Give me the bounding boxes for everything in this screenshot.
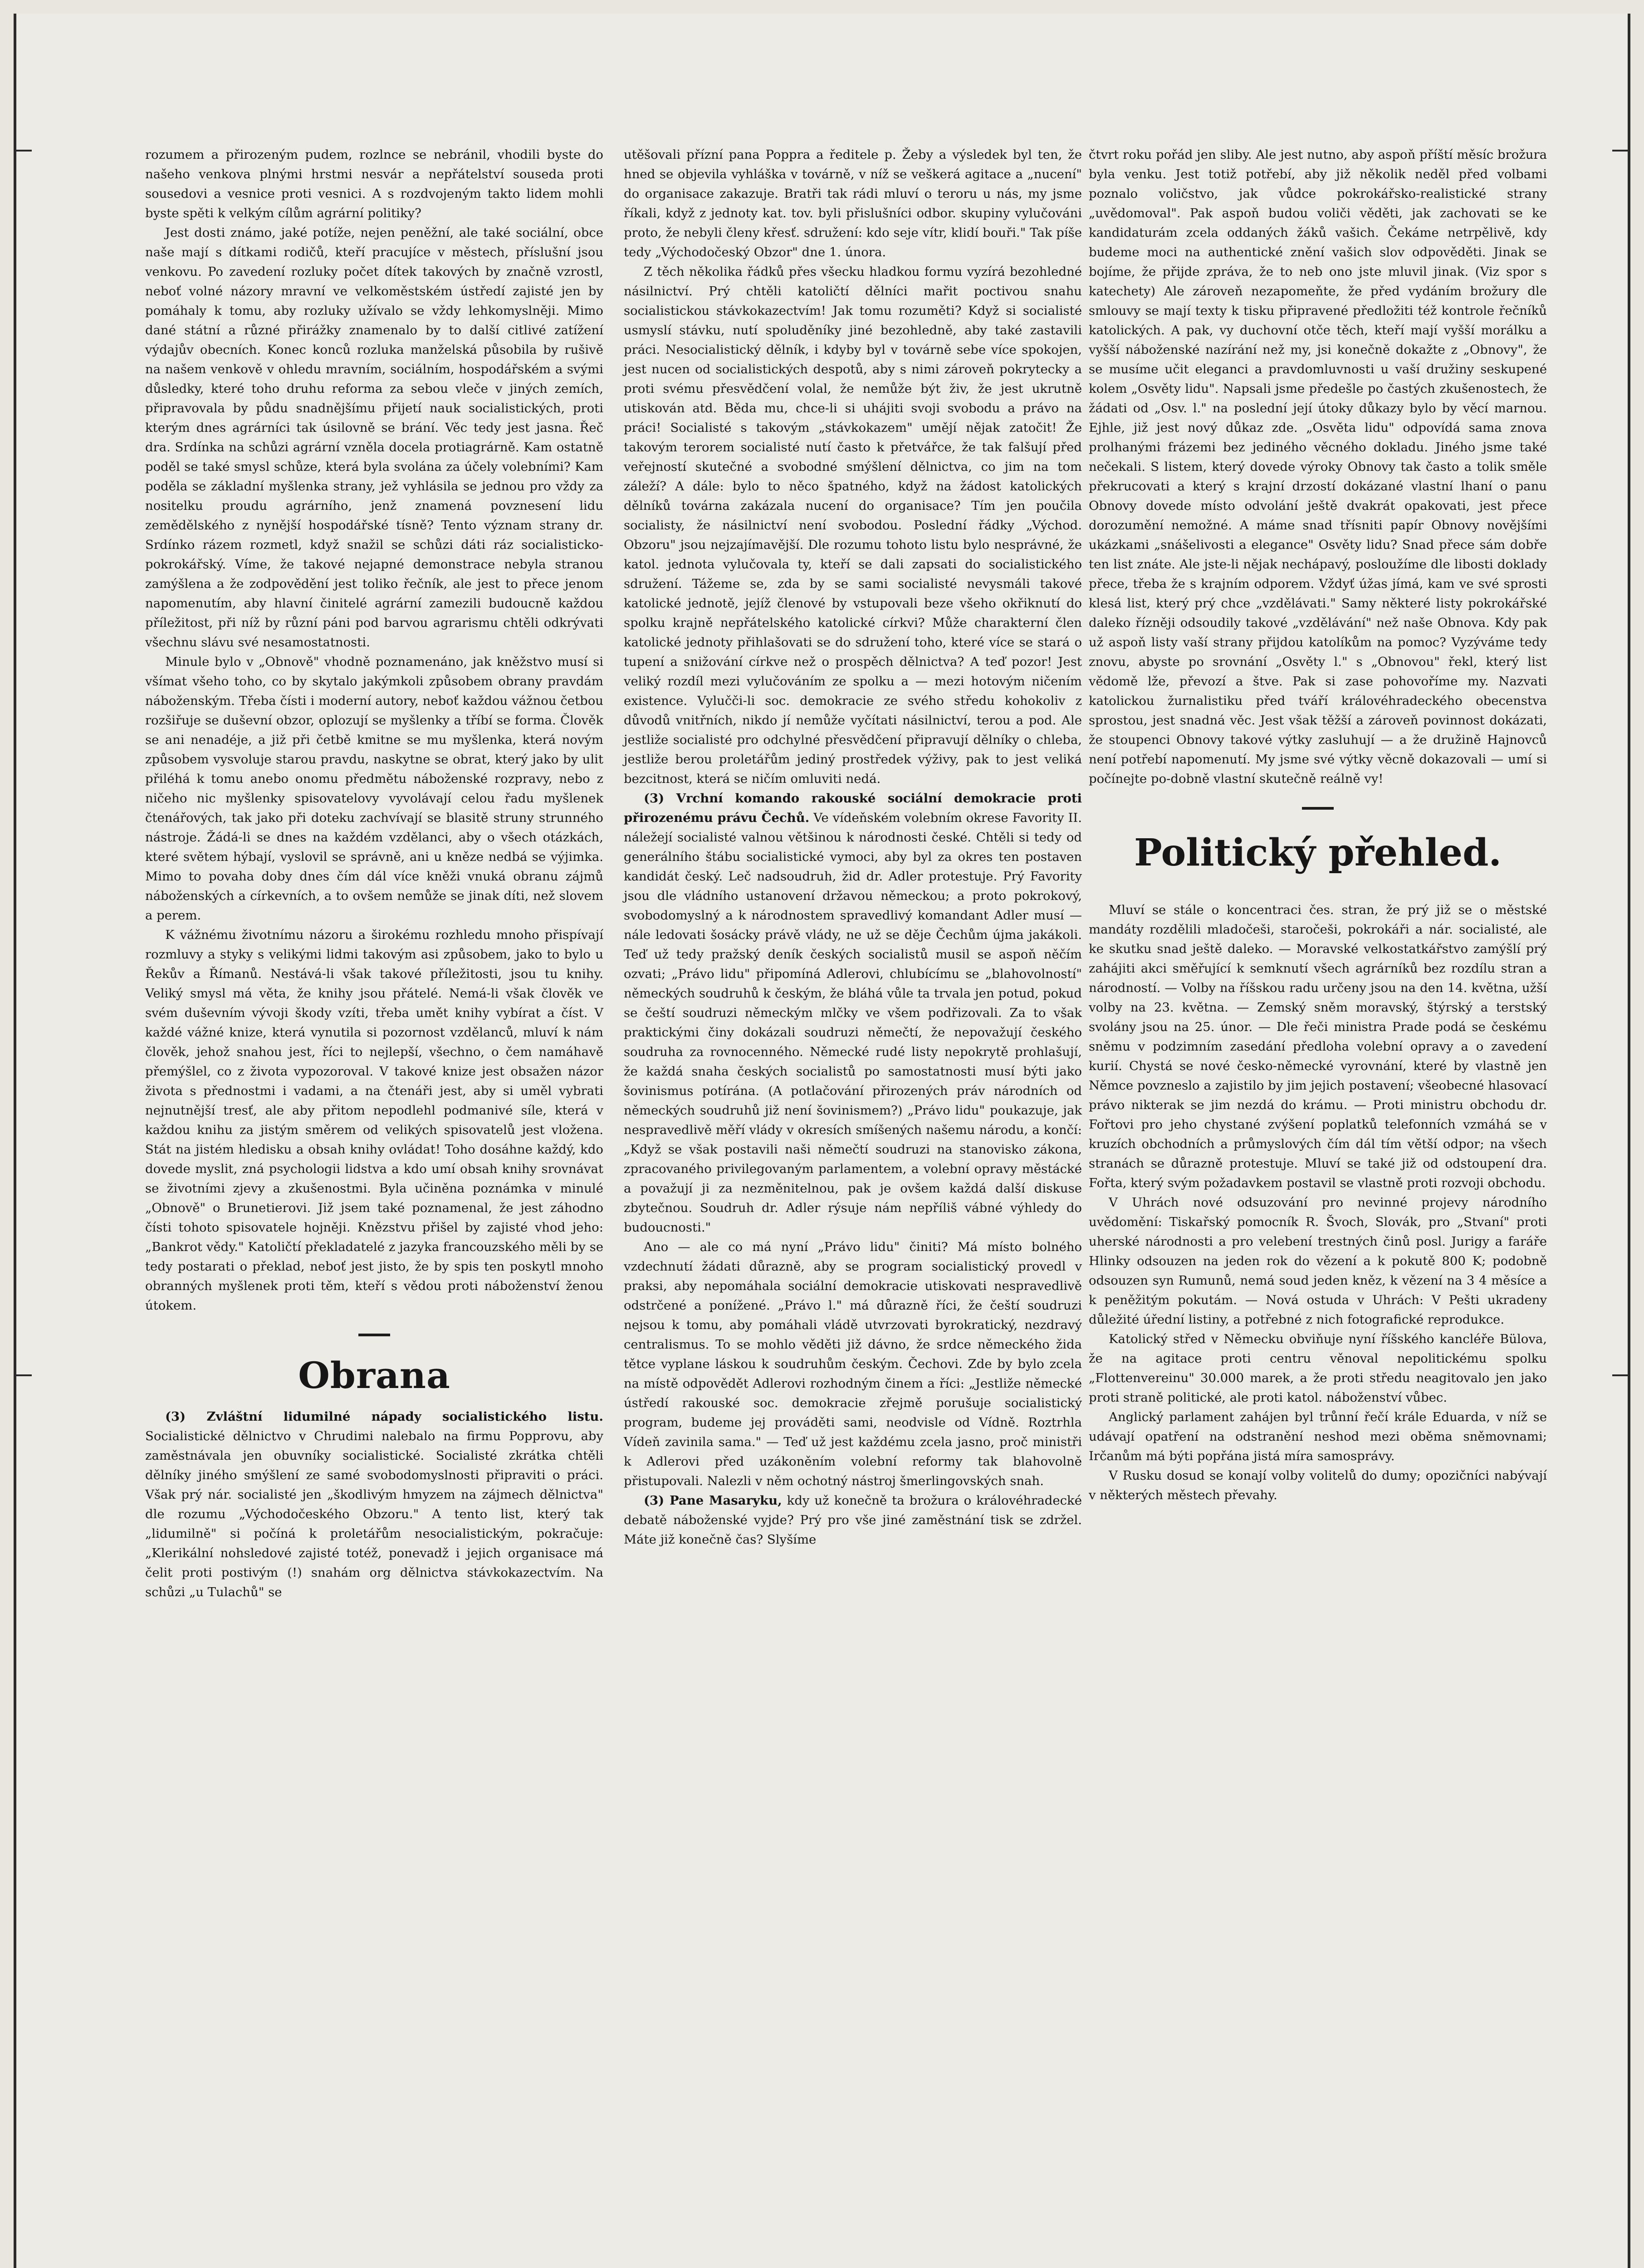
article-paragraph: Z těch několika řádků přes všecku hladkou formu vyzírá bezohledné násilnictví. Prý chtěli katoličtí dělníci mařit poctivou snahu socialistickou stávkokazectvím! Jak tomu rozuměti? Když si socialisté usmyslí stávku, nutí spoluděníky jiné bezohledně, aby také zastavili práci. Nesocialistický dělník, i kdyby byl v továrně sebe více spokojen, jest nucen od socialistických despotů, aby s nimi zároveň pokrytecky a proti svému přesvědčení volal, že nemůže být živ, že jest ukrutně utiskován atd. Běda mu, chce-li si uhájiti svoji svobodu a právo na práci! Socialisté s takovým „stávkokazem" umějí nějak zatočit! Že takovým terorem socialisté nutí často k přetvářce, že tak falšují před veřejností skutečné a svobodné smýšlení dělnictva, co jim na tom záleží? A dále: bylo to něco špatného, když na žádost katolických dělníků továrna zakázala nucení do organisace? Tím jen poučila socialisty, že násilnictví není svobodou. Poslední řádky „Východ. Obzoru" jsou nejzajímavější. Dle rozumu tohoto listu bylo nesprávné, že katol. jednota vylučovala ty, kteří se dali zapsati do socialistického sdružení. Tážeme se, zda by se sami socialisté nevysmáli takové katolické jednotě, jejíž členové by vstupovali beze všeho okřiknutí do spolku krajně nepřátelského katolické církvi? Může charakterní člen katolické jednoty přihlašovati se do sdružení toho, které více se stará o tupení a snižování církve než o prospěch dělnictva? A teď pozor! Jest veliký rozdíl mezi vylučováním ze spolku a — mezi hotovým ničením existence. Vylučči-li soc. demokracie ze svého středu kohokoliv z důvodů vnitřních, nikdo jí nemůže vyčítati násilnictví, terou a pod. Ale jestliže socialisté pro odchylné přesvědčení připravují dělníky o chleba, jestliže berou proletářům jediný prostředek výživy, pak to jest veliká bezcitnost, která se ničím omluviti nedá. <box>624 264 1082 786</box>
article-paragraph: Katolický střed v Německu obviňuje nyní říšského kancléře Bülova, že na agitace proti centru věnoval nepolitickému spolku „Flottenvereinu" 30.000 marek, a že proti středu neagitovalo jen jako proti straně politické, ale proti katol. náboženství vůbec. <box>1089 1332 1547 1405</box>
news-item-text: Ve vídeňském volebním okrese Favority II. náležejí socialisté valnou většinou k národnosti české. Chtěli si tedy od generálního štábu socialistické vymoci, aby byl za okres ten postaven kandidát český. Leč nadsoudruh, žid dr. Adler protestuje. Prý Favority jsou dle vládního ustanovení državou německou; a proto pokrokový, svobodomyslný a k národnostem spravedlivý komandant Adler musí — nále ledovati šosácky právě vlády, ne už se děje Čechům újma jakákoli. Teď už tedy pražský deník českých socialistů musil se aspoň něčím ozvati; „Právo lidu" připomíná Adlerovi, chlubícímu se „blahovolností" německých soudruhů k českým, že bláhá vůle ta trvala jen potud, pokud se čeští soudruzi německým mlčky ve všem podřizovali. Za to však praktickými činy dokázali soudruzi němečtí, že nepovažují českého soudruha za rovnocenného. Německé rudé listy nepokrytě prohlašují, že každá snaha českých socialistů po samostatnosti musí býti jako šovinismus potírána. (A potlačování přirozených práv národních od německých soudruhů již není šovinismem?) „Právo lidu" poukazuje, jak nespravedlivě měří vlády v okresích smíšených našemu národu, a končí: „Když se však postavili naši němečtí soudruzi na stanovisko zákona, zpracovaného privilegovaným parlamentem, a volební opravy městácké a považují ji za nezměnitelnou, pak je ovšem každá další diskuse zbytečnou. Soudruh dr. Adler rýsuje nám nepříliš vábné výhledy do budoucnosti." <box>624 811 1082 1235</box>
margin-tick <box>1612 1374 1630 1376</box>
section-title-obrana: Obrana <box>298 1354 450 1397</box>
article-paragraph: Mluví se stále o koncentraci čes. stran, že prý již se o městské mandáty rozdělili mladočeši, staročeši, pokrokáři a nár. socialisté, ale ke skutku snad ještě daleko. — Moravské velkostatkářstvo zamýšlí prý zahájiti akci směřující k semknutí všech agrárníků bez rozdílu stran a národností. — Volby na říšskou radu určeny jsou na den 14. května, užší volby na 23. května. — Zemský sněm moravský, štýrský a terstský svolány jsou na 25. únor. — Dle řeči ministra Prade podá se českému sněmu v podzimním zasedání předloha volební opravy a o zavedení kurií. Chystá se nové česko-německé vyrovnání, které by vlastně jen Němce povzneslo a zajistilo by jim jejich postavení; všeobecné hlasovací právo nikterak se jim nezdá do krámu. — Proti ministru obchodu dr. Fořtovi pro jeho chystané zvýšení poplatků telefonních vzmáhá se v kruzích obchodních a průmyslových čím dál tím větší odpor; na všech stranách se důrazně protestuje. Mluví se také již od odstoupení dra. Fořta, který svým požadavkem postavil se vlastně proti rozvoji obchodu. <box>1089 903 1547 1190</box>
article-paragraph: Ano — ale co má nyní „Právo lidu" činiti? Má místo bolného vzdechnutí žádati důrazně, aby se program socialistický provedl v praksi, aby nepomáhala sociální demokracie utiskovati nespravedlivě odstrčené a ponížené. „Právo l." má důrazně říci, že čeští soudruzi nejsou k tomu, aby pomáhali vládě utvrzovati byrokratický, nezdravý centralismus. To se mohlo věděti již dávno, že srdce německého žida tětce vyplane láskou k soudruhům českým. Čechovi. Zde by bylo zcela na místě odpovědět Adlerovi rozhodným činem a říci: „Jestliže německé ústředí rakouské soc. demokracie zřejmě porušuje socialistický program, budeme jej prováděti sami, neodvisle od Vídně. Roztrhla Vídeň zavinila sama." — Teď už jest každému zcela jasno, proč ministři k Adlerovi před uzákoněním volební reformy tak blahovolně přistupovali. Nalezli v něm ochotný nástroj šmerlingovských snah. <box>624 1240 1082 1488</box>
section-divider <box>1302 807 1334 810</box>
article-paragraph: K vážnému životnímu názoru a širokému rozhledu mnoho přispívají rozmluvy a styky s velikými lidmi takovým asi způsobem, jako to bylo u Řekův a Římanů. Nestává-li však takové příležitosti, jsou tu knihy. Veliký smysl má věta, že knihy jsou přátelé. Nemá-li však člověk ve svém duševním vývoji škody vzíti, třeba umět knihy vybírat a číst. V každé vážné knize, která vynutila si pozornost vzdělanců, mluví k nám člověk, jehož snahou jest, říci to nejlepší, všechno, o čem namáhavě přemýšlel, co z života vypozoroval. V takové knize jest obsažen názor života s přednostmi i vadami, a na čtenáři jest, aby si uměl vybrati nejnutnější tresť, ale aby přitom nepodlehl podmanivé síle, která v každou knihu za jistým směrem od velikých spisovatelů jest vložena. Stát na jistém hledisku a obsah knihy ovládat! Toho dosáhne každý, kdo dovede myslit, zná psychologii lidstva a kdo umí obsah knihy srovnávat se životními zjevy a zkušenostmi. Byla učiněna poznámka v minulé „Obnově" o Brunetierovi. Již jsem také poznamenal, že jest záhodno čísti tohoto spisovatele hojněji. Knězstvu přišel by zajisté vhod jeho: „Bankrot vědy." Katoličtí překladatelé z jazyka francouzského měli by se tedy postarati o překlad, neboť jest jisto, že by spis ten poskytl mnoho obranných myšlenek proti těm, kteří s vědou proti náboženství ženou útokem. <box>145 928 603 1313</box>
section-divider <box>358 1334 390 1336</box>
news-item-heading: (3) Pane Masaryku, <box>644 1493 782 1508</box>
news-item <box>145 1407 603 1602</box>
margin-tick <box>14 150 32 152</box>
news-item-heading: (3) Vrchní komando rakouské sociální demokracie proti přirozenému právu Čechů. <box>624 791 1082 825</box>
article-paragraph: V Uhrách nové odsuzování pro nevinné projevy národního uvědomění: Tiskařský pomocník R. Švoch, Slovák, pro „Stvaní" proti uherské národnosti a pro velebení trestných činů posl. Jurigy a faráře Hlinky odsouzen na jeden rok do vězení a k pokutě 800 K; podobně odsouzen syn Rumunů, nemá soud jeden kněz, k vězení na 3 4 měsíce a k peněžitým pokutám. — Nová ostuda v Uhrách: V Pešti ukradeny důležité úřední listiny, a potřebné z nich fotografické reprodukce. <box>1089 1195 1547 1327</box>
column-1 <box>145 145 603 1602</box>
news-item <box>624 789 1082 1237</box>
margin-tick <box>14 1374 32 1376</box>
article-paragraph: utěšovali přízní pana Poppra a ředitele p. Žeby a výsledek byl ten, že hned se objevila vyhláška v továrně, v níž se veškerá agitace a „nucení" do organisace zakazuje. Bratři tak rádi mluví o teroru u nás, my jsme říkali, když z jednoty kat. tov. byli přislušníci odbor. skupiny vylučováni proto, že nebyli členy křesť. sdružení: kdo seje vítr, klidí bouři." Tak píše tedy „Východočeský Obzor" dne 1. února. <box>624 147 1082 259</box>
margin-tick <box>1612 150 1630 152</box>
article-paragraph: Anglický parlament zahájen byl trůnní řečí krále Eduarda, v níž se udávají opatření na odstranění neshod mezi oběma sněmovnami; Irčanům má býti popřána jistá míra samosprávy. <box>1089 1410 1547 1463</box>
section-title-politicky-prehled: Politický přehled. <box>1134 831 1502 875</box>
article-paragraph: Jest dosti známo, jaké potíže, nejen peněžní, ale také sociální, obce naše mají s dítkami rodičů, kteří pracujíce v městech, příslušní jsou venkovu. Po zavedení rozluky počet dítek takových by značně vzrostl, neboť volné názory mravní ve velkoměstském ústředí zajisté jen by pomáhaly k tomu, aby rozluky užívalo se vždy lehkomyslněji. Mimo dané státní a různé přirážky znamenalo by to další citlivé zatížení výdajův obecních. Konec konců rozluka manželská působila by rušivě na našem venkově v ohledu mravním, sociálním, hospodářském a svými důsledky, které toho druhu reforma za sebou vleče v jiných zemích, připravovala by půdu snadnějšímu přijetí nauk socialistických, proti kterým dnes agrárníci tak úsilovně se brání. Věc tedy jest jasna. Řeč dra. Srdínka na schůzi agrární vzněla docela protiagrárně. Kam ostatně poděl se také smysl schůze, která byla svolána za účely volebními? Kam poděla se základní myšlenka strany, jež vyhlásila se jednou pro vždy za nositelku proudu agrárního, jenž znamená povznesení lidu zemědělského z nynější hospodářské tísně? Tento význam strany dr. Srdínko rázem rozmetl, když snažil se schůzi dáti ráz socialisticko-pokrokářský. Víme, že takové nejapné demonstrace nebyla stranou zamýšlena a že zodpovědění jest toliko řečník, ale jest to přece jenom napomenutím, aby hlavní činitelé agrární zamezili budoucně každou příležitost, při níž by různí páni pod barvou agrarismu chtěli odkrývati všechnu slávu své nesamostatnosti. <box>145 225 603 650</box>
article-paragraph: Minule bylo v „Obnově" vhodně poznamenáno, jak kněžstvo musí si všímat všeho toho, co by skytalo jakýmkoli způsobem obrany pravdám náboženským. Třeba čísti i moderní autory, neboť každou vážnou četbou rozšiřuje se duševní obzor, oplozují se myšlenky a tříbí se forma. Člověk se ani nenadéje, a již při četbě kmitne se mu myšlenka, která novým způsobem vysvoluje starou pravdu, naskytne se obrat, který jako by ulit přiléhá k tomu anebo onomu předmětu náboženské rozpravy, nebo z ničeho nic myšlenky spisovatelovy vyvolávají celou řadu myšlenek čtenářových, tak jako při doteku zachvívají se blasitě struny strunného nástroje. Žádá-li se dnes na každém vzdělanci, aby o všech otázkách, které světem hýbají, vyslovil se správně, ani u kněze nedbá se výjimka. Mimo to povaha doby dnes čím dál více kněži vnuká obranu zájmů náboženských a církevních, a to ovšem nemůže se jinak díti, než slovem a perem. <box>145 655 603 923</box>
news-item-heading: (3) Zvláštní lidumilné nápady socialistického listu. <box>165 1409 603 1424</box>
column-3 <box>1089 145 1547 1505</box>
column-2 <box>624 145 1082 1549</box>
article-paragraph: rozumem a přirozeným pudem, rozlnce se nebránil, vhodili byste do našeho venkova plnými hrstmi nesvár a nepřátelství souseda proti sousedovi a vesnice proti vesnici. A s rozdvojeným takto lidem mohli byste spěti k velkým cílům agrární politiky? <box>145 147 603 220</box>
article-paragraph: V Rusku dosud se konají volby volitelů do dumy; opozičníci nabývají v některých městech převahy. <box>1089 1468 1547 1502</box>
news-item-text: Socialistické dělnictvo v Chrudimi nalebalo na firmu Popprovu, aby zaměstnávala jen obuvníky socialistické. Socialisté zkrátka chtěli dělníky jiného smýšlení ze samé svobodomyslnosti připraviti o práci. Však prý nár. socialisté jen „škodlivým hmyzem na zájmech dělnictva" dle rozumu „Východočeského Obzoru." A tento list, který tak „lidumilně" si počíná k proletářům nesocialistickým, pokračuje: „Klerikální nohsledové zajisté totéž, ponevadž i jejich organisace má čelit proti postivým (!) snahám org dělnictva stávkokazectvím. Na schůzi „u Tulachů" se <box>145 1429 603 1599</box>
article-paragraph: čtvrt roku pořád jen sliby. Ale jest nutno, aby aspoň příští měsíc brožura byla venku. Jest totiž potřebí, aby již několik neděl před volbami poznalo voličstvo, jak vůdce pokrokářsko-realistické strany „uvědomoval". Pak aspoň budou voliči věděti, jak zachovati se ke kandidaturám zcela oddaných žáků vašich. Čekáme netrpělivě, kdy budeme moci na authentické znění vašich slov odpověděti. Jinak se bojíme, že přijde zpráva, že to neb ono jste mluvil jinak. (Viz spor s katechety) Ale zároveň nezapomeňte, že před vydáním brožury dle smlouvy se mají texty k tisku připravené předložiti též kontrole řečníků katolických. A pak, vy duchovní otče těch, kteří mají vyšší morálku a vyšší náboženské nazírání než my, jsi konečně dokažte z „Obnovy", že se musíme učit eleganci a pravdomluvnosti u vaší družiny seskupené kolem „Osvěty lidu". Napsali jsme předešle po častých zkušenostech, že žádati od „Osv. l." na poslední její útoky důkazy bylo by věcí marnou. Ejhle, již jest nový důkaz zde. „Osvěta lidu" odpovídá sama znova prolhanými frázemi bez jediného věcného dokladu. Jiného jsme také nečekali. S listem, který dovede výroky Obnovy tak často a tolik směle překrucovati a který s krajní drzostí dokázané vlastní lhaní o panu Obnovy dovede místo odvolání ještě dvakrát opakovati, jest přece dorozumění nemožné. A máme snad třísniti papír Obnovy novějšími ukázkami „snášelivosti a elegance" Osvěty lidu? Snad přece sám dobře ten list znáte. Ale jste-li nějak nechápavý, posloužíme dle libosti doklady přece, třeba že s krajním odporem. Vždyť úžas jímá, kam ve své sprosti klesá list, který prý chce „vzdělávati." Samy některé listy pokrokářské daleko řízněji odsoudily takové „vzdělávání" než naše Obnova. Kdy pak už aspoň listy vaší strany přijdou katolíkům na pomoc? Vyzýváme tedy znovu, abyste po srovnání „Osvěty l." s „Obnovou" řekl, který list vědomě lže, převozí a štve. Pak si zase pohovoříme my. Nazvati katolickou žurnalistiku před tváří královéhradeckého obecenstva sprostou, jest snadná věc. Jest však těžší a zároveň povinnost dokázati, že stoupenci Obnovy takové výtky zasluhují — a že družině Hajnovců není potřebí napomenutí. My jsme své výtky věcně dokazovali — umí si počínejte po-dobně vlastní skutečně reálně vy! <box>1089 147 1547 786</box>
news-item <box>624 1491 1082 1549</box>
news-item-text: kdy už konečně ta brožura o královéhradecké debatě náboženské vyjde? Prý pro vše jiné zaměstnání tisk se zdržel. Máte již konečně čas? Slyšíme <box>624 1493 1082 1547</box>
